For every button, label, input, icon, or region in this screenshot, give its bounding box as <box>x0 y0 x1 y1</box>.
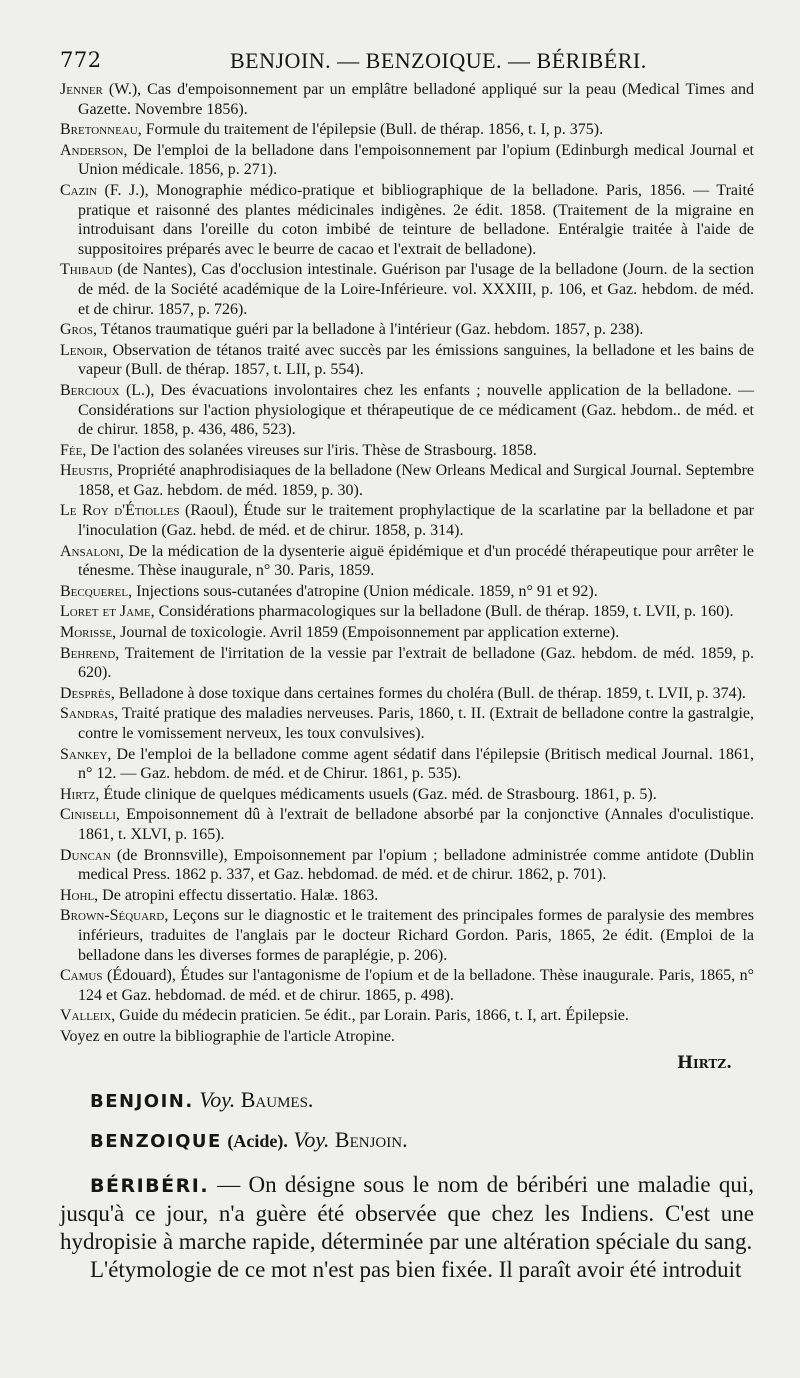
bibliography-entry <box>60 381 754 440</box>
entry-text: , De l'emploi de la belladone comme agent sédatif dans l'épilepsie (Britisch medical Journal. 1861, n° 12. — Gaz. hebdom. de méd. et de Chirur. 1861, p. 535). <box>78 745 754 783</box>
article-benzoique <box>90 1127 754 1153</box>
entry-text: , Belladone à dose toxique dans certaines formes du choléra (Bull. de thérap. 1859, t. LVII, p. 374). <box>110 684 746 702</box>
entry-text: , Étude clinique de quelques médicaments usuels (Gaz. méd. de Strasbourg. 1861, p. 5). <box>95 785 657 803</box>
entry-text: (Raoul), Étude sur le traitement prophylactique de la scarlatine par la belladone et par l'inoculation (Gaz. hebd. de méd. et de chirur. 1858, p. 314). <box>78 502 754 540</box>
bibliography-entry <box>60 441 754 461</box>
entry-author: Jenner <box>60 81 103 98</box>
entry-author: Loret et Jame <box>60 603 151 621</box>
bibliography-entry <box>60 745 754 784</box>
entry-author: Duncan <box>60 846 111 864</box>
bibliography-entry <box>60 120 754 140</box>
entry-text: , De l'emploi de la belladone dans l'empoisonnement par l'opium (Edinburgh medical Journal et Union médicale. 1856, p. 271). <box>78 141 754 179</box>
entry-author: Anderson <box>60 141 124 159</box>
entry-text: , Traitement de l'irritation de la vessie par l'extrait de belladone (Gaz. hebdom. de méd. 1859, p. 620). <box>78 644 754 682</box>
bibliography-entry <box>60 181 754 259</box>
entry-author: Sandras <box>60 705 115 723</box>
headword-benjoin: BENJOIN. <box>90 1090 194 1112</box>
entry-author: Lenoir <box>60 341 104 359</box>
bibliography-entry <box>60 684 754 704</box>
entry-text: (F. J.), Monographie médico-pratique et bibliographique de la belladone. Paris, 1856. — Traité pratique et raisonné des plantes médicinales indigènes. 2e édit. 1858. (Traitement de la migraine en introduisant dans l'oreille du coton imbibé de teinture de belladone. Entéralgie traitée à l'aide de suppositoires préparés avec le beurre de cacao et l'extrait de belladone). <box>78 181 754 258</box>
bibliography-entry <box>60 906 754 965</box>
entry-text: , Guide du médecin praticien. 5e édit., par Lorain. Paris, 1866, t. I, art. Épilepsie. <box>111 1007 629 1025</box>
entry-author: Bretonneau <box>60 121 138 139</box>
entry-author: Camus <box>60 967 103 985</box>
page-number: 772 <box>60 48 102 72</box>
paragraph-text: — On désigne sous le nom de béribéri une maladie qui, jusqu'à ce jour, n'a guère été observée que chez les Indiens. C'est une hydropisie à marche rapide, déterminée par une altération spéciale du sang. <box>60 1171 754 1254</box>
bibliography-entry <box>60 846 754 885</box>
bibliography-entry <box>60 623 754 643</box>
bibliography-entry <box>60 461 754 500</box>
entry-text: , Traité pratique des maladies nerveuses. Paris, 1860, t. II. (Extrait de belladone contre la gastralgie, contre le vomissement nerveux, les toux convulsives). <box>78 705 754 742</box>
entry-text: , Formule du traitement de l'épilepsie (Bull. de thérap. 1856, t. I, p. 375). <box>137 121 604 139</box>
bibliography-entry <box>60 966 754 1005</box>
entry-text: , Tétanos traumatique guéri par la belladone à l'intérieur (Gaz. hebdom. 1857, p. 238). <box>92 321 644 339</box>
voy-label: Voy. <box>199 1086 236 1112</box>
bibliography-entry <box>60 501 754 540</box>
headword-beriberi: BÉRIBÉRI. <box>90 1174 210 1197</box>
entry-text: , Observation de tétanos traité avec succès par les émissions sanguines, la belladone et les bains de vapeur (Bull. de thérap. 1857, t. LII, p. 554). <box>78 341 754 379</box>
entry-text: , Propriété anaphrodisiaques de la belladone (New Orleans Medical and Surgical Journal. Septembre 1858, et Gaz. hebdom. de méd. 1859, p. 30). <box>78 462 754 499</box>
entry-author: Becquerel <box>60 582 129 600</box>
beriberi-paragraph-2: L'étymologie de ce mot n'est pas bien fixée. Il paraît avoir été introduit <box>90 1256 742 1282</box>
entry-author: Valleix <box>60 1007 112 1025</box>
bibliography-entry <box>60 542 754 581</box>
entry-text: (de Bronnsville), Empoisonnement par l'opium ; belladone administrée comme antidote (Dublin medical Press. 1862 p. 337, et Gaz. hebdomad. de méd. et de chirur. 1862, p. 701). <box>78 846 754 884</box>
entry-text: , Injections sous-cutanées d'atropine (Union médicale. 1859, n° 91 et 92). <box>128 582 598 600</box>
bibliography-entry <box>60 602 754 622</box>
entry-author: Ciniselli <box>60 806 116 824</box>
entry-text: , De la médication de la dysenterie aiguë épidémique et d'un procédé thérapeutique pour arrêter le ténesme. Thèse inaugurale, n° 30. Paris, 1859. <box>78 542 754 580</box>
bibliography-entry <box>60 644 754 683</box>
entry-text: (de Nantes), Cas d'occlusion intestinale. Guérison par l'usage de la belladone (Journ. de la section de méd. de la Société académique de la Loire-Inférieure. vol. XXXIII, p. 106, et Gaz. hebdom. de méd. et de chirur. 1857, p. 726). <box>78 261 754 318</box>
entry-author: Heustis <box>60 462 109 480</box>
bibliography-entry <box>60 141 754 180</box>
entry-author: Thibaud <box>60 261 113 279</box>
page-header <box>60 44 754 80</box>
entry-text: (W.), Cas d'empoisonnement par un emplâtre belladoné appliqué sur la peau (Medical Times and Gazette. Novembre 1856). <box>78 81 754 118</box>
article-benjoin <box>90 1087 754 1113</box>
entry-text: , Leçons sur le diagnostic et le traitement des principales formes de paralysie des membres inférieurs, traduites de l'anglais par le docteur Richard Gordon. Paris, 1865, 2e édit. (Emploi de la belladone dans les diverses formes de paraplégie, p. 206). <box>78 907 754 964</box>
entry-text: , De atropini effectu dissertatio. Halæ. 1863. <box>94 886 379 904</box>
entry-author: Ansaloni <box>60 542 120 560</box>
entry-author: Desprès <box>60 684 111 702</box>
entry-text: , Empoisonnement dû à l'extrait de belladone absorbé par la conjonctive (Annales d'oculistique. 1861, t. XLVI, p. 165). <box>78 806 754 843</box>
running-title: BENJOIN. — BENZOIQUE. — BÉRIBÉRI. <box>230 48 647 73</box>
bibliography-entry <box>60 704 754 743</box>
entry-text: Voyez en outre la bibliographie de l'article Atropine. <box>60 1027 395 1045</box>
bibliography-entry <box>60 260 754 319</box>
entry-author: Hohl <box>60 886 95 904</box>
bibliography-entry <box>60 1006 754 1026</box>
entry-text: , Considérations pharmacologiques sur la belladone (Bull. de thérap. 1859, t. LVII, p. 160). <box>150 603 734 621</box>
entry-author: Sankey <box>60 745 108 763</box>
bibliography-entry <box>60 582 754 602</box>
bibliography-entry <box>60 80 754 119</box>
entry-text: , De l'action des solanées vireuses sur l'iris. Thèse de Strasbourg. 1858. <box>82 441 537 459</box>
bibliography-entry <box>60 320 754 340</box>
entry-author: Brown-Séquard <box>60 907 165 925</box>
entry-text: , Journal de toxicologie. Avril 1859 (Empoisonnement par application externe). <box>112 624 620 642</box>
beriberi-paragraph-1 <box>60 1171 754 1256</box>
cross-reference-link[interactable]: Baumes. <box>240 1086 314 1112</box>
headword-benzoique: BENZOIQUE <box>90 1130 222 1152</box>
entry-author: Behrend <box>60 644 116 662</box>
bibliography-entry <box>60 1027 754 1047</box>
bibliography-entry <box>60 805 754 844</box>
entry-author: Cazin <box>60 181 97 199</box>
voy-label: Voy. <box>293 1126 330 1152</box>
beriberi-article <box>60 1171 754 1284</box>
bibliography-entry <box>60 785 754 805</box>
entry-text: (L.), Des évacuations involontaires chez les enfants ; nouvelle application de la belladone. — Considérations sur l'action physiologique et thérapeutique de ce médicament (Gaz. hebdom.. de méd. et de chirur. 1858, p. 436, 486, 523). <box>78 381 754 439</box>
entry-author: Hirtz <box>60 785 96 803</box>
article-entries <box>90 1087 754 1153</box>
entry-text: (Édouard), Études sur l'antagonisme de l'opium et de la belladone. Thèse inaugurale. Paris, 1865, n° 124 et Gaz. hebdomad. de méd. et de chirur. 1865, p. 498). <box>78 967 754 1004</box>
entry-author: Le Roy d'Étiolles <box>60 502 180 520</box>
bibliography-entry <box>60 341 754 380</box>
entry-author: Gros <box>60 321 93 339</box>
bibliography <box>60 80 754 1047</box>
entry-author: Morisse <box>60 624 113 642</box>
author-signature: Hirtz. <box>676 1052 732 1073</box>
headword-qualifier: (Acide). <box>227 1130 288 1151</box>
cross-reference-link[interactable]: Benjoin. <box>334 1126 408 1152</box>
entry-author: Fée <box>60 441 83 459</box>
bibliography-entry <box>60 886 754 906</box>
entry-author: Bercioux <box>60 381 120 399</box>
